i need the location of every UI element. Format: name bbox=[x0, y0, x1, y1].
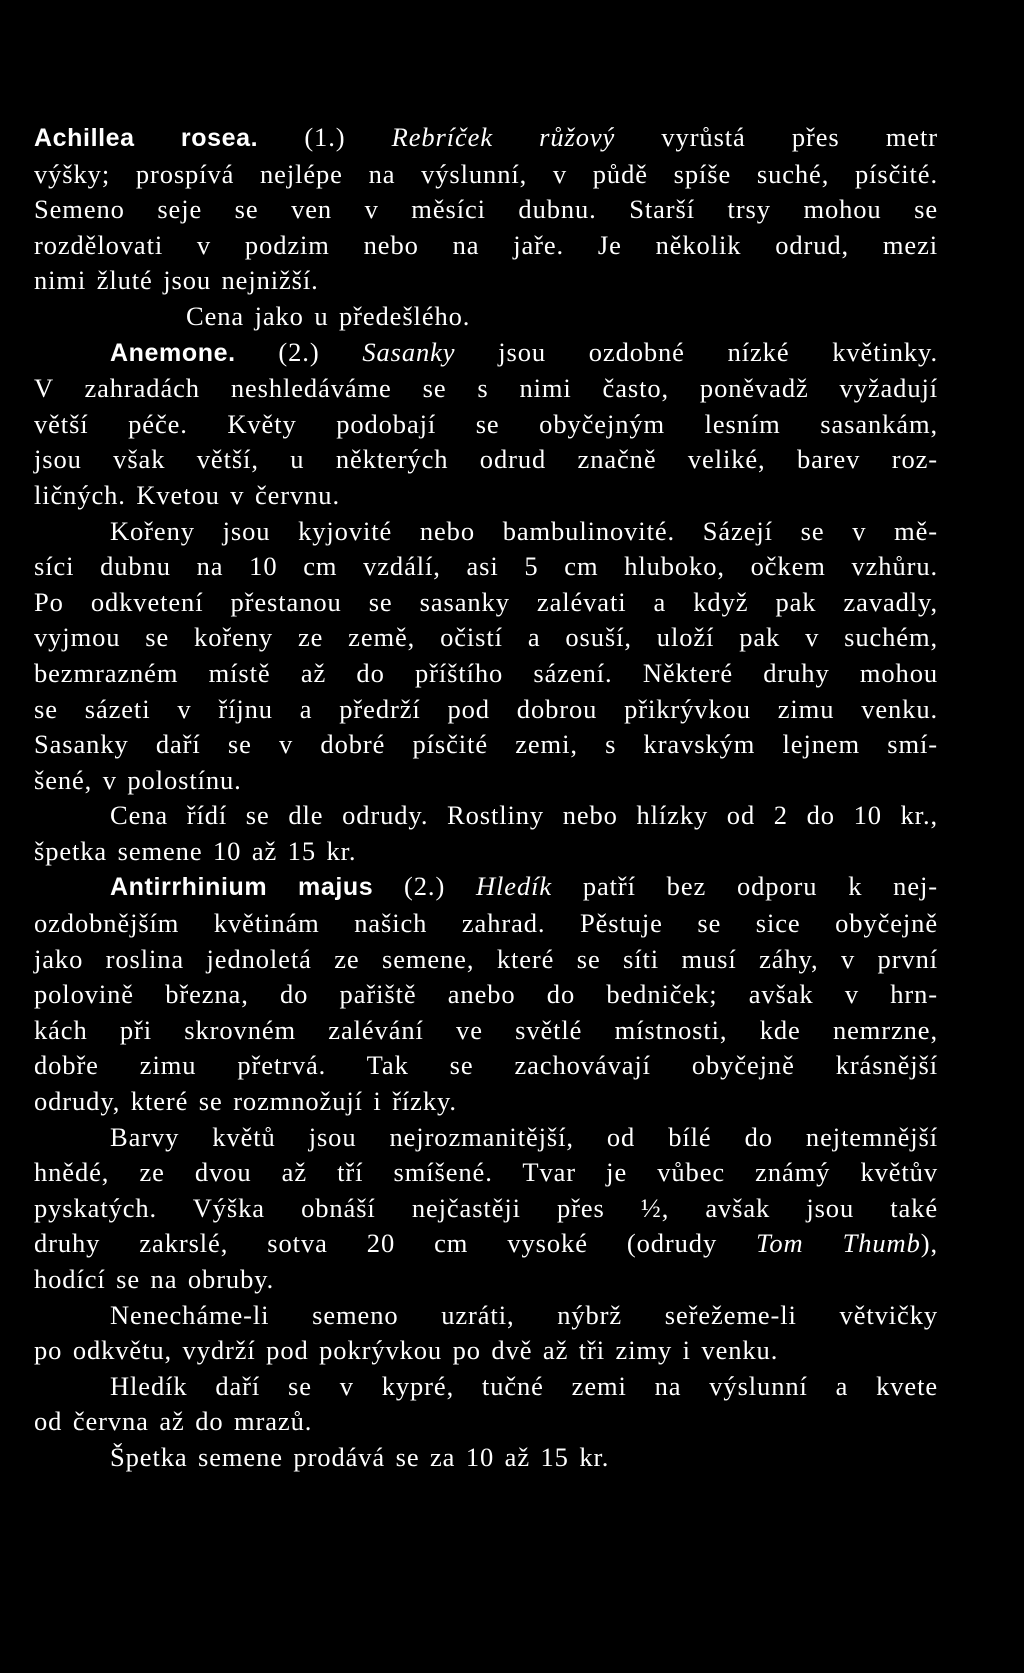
text-run: od června až do mrazů. bbox=[34, 1406, 313, 1437]
text-line bbox=[34, 942, 938, 978]
text-run: bezmrazném místě až do příštího sázení. Některé druhy mohou bbox=[34, 657, 938, 688]
text-line bbox=[34, 1084, 938, 1120]
text-line bbox=[34, 763, 938, 799]
heading-term: Achillea rosea. bbox=[34, 124, 259, 152]
text-run: se sázeti v říjnu a předrží pod dobrou přikrývkou zimu venku. bbox=[34, 693, 938, 724]
text-run: ozdobnějším květinám našich zahrad. Pěstuje se sice obyčejně bbox=[34, 908, 938, 939]
text-line bbox=[34, 157, 938, 193]
text-line bbox=[34, 1155, 938, 1191]
text-line bbox=[34, 1226, 938, 1262]
text-line bbox=[34, 834, 938, 870]
text-line bbox=[34, 1298, 938, 1334]
text-run: větší péče. Květy podobají se obyčejným lesním sasankám, bbox=[34, 408, 938, 439]
text-run: patří bez odporu k nej- bbox=[552, 871, 938, 902]
text-run: kách při skrovném zalévání ve světlé místnosti, kde nemrzne, bbox=[34, 1014, 938, 1045]
text-line bbox=[34, 585, 938, 621]
text-run: hnědé, ze dvou až tří smíšené. Tvar je vůbec známý květův bbox=[34, 1157, 938, 1188]
text-run: nimi žluté jsou nejnižší. bbox=[34, 265, 319, 296]
text-run: Hledík daří se v kypré, tučné zemi na výslunní a kvete bbox=[110, 1370, 938, 1401]
text-line bbox=[34, 120, 938, 157]
text-run: Nenecháme-li semeno uzráti, nýbrž seřežeme-li větvičky bbox=[110, 1299, 938, 1330]
text-run: (2.) bbox=[373, 871, 476, 902]
paragraph-spetka bbox=[34, 1440, 938, 1476]
text-line bbox=[34, 620, 938, 656]
paragraph-antirrhinium bbox=[34, 869, 938, 1119]
text-line bbox=[34, 549, 938, 585]
text-line bbox=[34, 442, 938, 478]
text-line bbox=[34, 1333, 938, 1369]
text-run: Semeno seje se ven v měsíci dubnu. Starší trsy mohou se bbox=[34, 194, 938, 225]
text-line bbox=[34, 656, 938, 692]
text-line bbox=[34, 514, 938, 550]
paragraph-achillea bbox=[34, 120, 938, 299]
text-run: rozdělovati v podzim nebo na jaře. Je několik odrud, mezi bbox=[34, 229, 938, 260]
text-run: (1.) bbox=[258, 122, 392, 152]
paragraph-cena-2 bbox=[34, 798, 938, 869]
heading-term: Anemone. bbox=[110, 338, 236, 367]
text-line bbox=[34, 228, 938, 264]
text-line bbox=[34, 335, 938, 372]
text-line bbox=[34, 407, 938, 443]
text-run: špetka semene 10 až 15 kr. bbox=[34, 835, 357, 866]
italic-term: Sasanky bbox=[362, 336, 456, 367]
text-run: Kořeny jsou kyjovité nebo bambulinovité. Sázejí se v mě- bbox=[110, 515, 938, 546]
page-body bbox=[34, 120, 938, 1476]
text-run: jako roslina jednoletá ze semene, které se síti musí záhy, v první bbox=[34, 943, 938, 974]
text-run: výšky; prospívá nejlépe na výslunní, v půdě spíše suché, písčité. bbox=[34, 158, 938, 189]
text-run: ), bbox=[920, 1228, 938, 1259]
text-run: pyskatých. Výška obnáší nejčastěji přes ½, avšak jsou také bbox=[34, 1192, 938, 1223]
text-run: dobře zimu přetrvá. Tak se zachovávají obyčejně krásnější bbox=[34, 1050, 938, 1081]
paragraph-anemone bbox=[34, 335, 938, 514]
text-run: jsou však větší, u některých odrud značně veliké, barev roz- bbox=[34, 444, 938, 475]
text-run: síci dubnu na 10 cm vzdálí, asi 5 cm hluboko, očkem vzhůru. bbox=[34, 551, 938, 582]
text-line bbox=[34, 1048, 938, 1084]
text-line bbox=[34, 727, 938, 763]
paragraph-nenechame bbox=[34, 1298, 938, 1369]
italic-term: Hledík bbox=[475, 871, 553, 902]
text-run: druhy zakrslé, sotva 20 cm vysoké (odrudy bbox=[34, 1228, 757, 1259]
text-line bbox=[34, 692, 938, 728]
text-run: ličných. Kvetou v červnu. bbox=[34, 479, 340, 510]
text-run: jsou ozdobné nízké květinky. bbox=[455, 336, 938, 367]
text-line bbox=[34, 1404, 938, 1440]
text-run: Špetka semene prodává se za 10 až 15 kr. bbox=[110, 1441, 610, 1472]
text-run: po odkvětu, vydrží pod pokrývkou po dvě až tři zimy i venku. bbox=[34, 1335, 779, 1366]
paragraph-barvy bbox=[34, 1120, 938, 1298]
text-run: vyjmou se kořeny ze země, očistí a osuší, uloží pak v suchém, bbox=[34, 622, 938, 653]
text-run: vyrůstá přes metr bbox=[615, 122, 938, 152]
text-line bbox=[34, 869, 938, 906]
text-line bbox=[34, 263, 938, 299]
text-line bbox=[34, 1120, 938, 1156]
text-line bbox=[34, 798, 938, 834]
text-line bbox=[34, 906, 938, 942]
text-line bbox=[34, 1262, 938, 1298]
text-line bbox=[34, 478, 938, 514]
paragraph-koreny bbox=[34, 514, 938, 799]
text-run: šené, v polostínu. bbox=[34, 764, 242, 795]
text-run: Cena jako u předešlého. bbox=[186, 300, 471, 331]
paragraph-hledik bbox=[34, 1369, 938, 1440]
text-run: odrudy, které se rozmnožují i řízky. bbox=[34, 1086, 457, 1117]
text-run: (2.) bbox=[235, 336, 363, 367]
italic-term: Tom Thumb bbox=[756, 1228, 921, 1259]
text-line bbox=[34, 371, 938, 407]
text-run: Cena řídí se dle odrudy. Rostliny nebo hlízky od 2 do 10 kr., bbox=[110, 800, 938, 831]
text-run: Barvy květů jsou nejrozmanitější, od bílé do nejtemnější bbox=[110, 1121, 938, 1152]
text-line bbox=[34, 1369, 938, 1405]
text-line bbox=[34, 1191, 938, 1227]
text-line bbox=[110, 299, 938, 335]
text-run: V zahradách neshledáváme se s nimi často, poněvadž vyžadují bbox=[34, 373, 938, 404]
text-run: Sasanky daří se v dobré písčité zemi, s kravským lejnem smí- bbox=[34, 729, 938, 760]
text-line bbox=[34, 977, 938, 1013]
text-run: polovině března, do pařiště anebo do bedniček; avšak v hrn- bbox=[34, 979, 938, 1010]
paragraph-cena-1 bbox=[34, 299, 938, 335]
text-line bbox=[34, 192, 938, 228]
heading-term: Antirrhinium majus bbox=[110, 873, 374, 902]
text-line bbox=[34, 1440, 938, 1476]
text-line bbox=[34, 1013, 938, 1049]
text-run: hodící se na obruby. bbox=[34, 1264, 275, 1294]
italic-term: Rebríček růžový bbox=[391, 122, 616, 152]
text-run: Po odkvetení přestanou se sasanky zalévati a když pak zavadly, bbox=[34, 586, 938, 617]
